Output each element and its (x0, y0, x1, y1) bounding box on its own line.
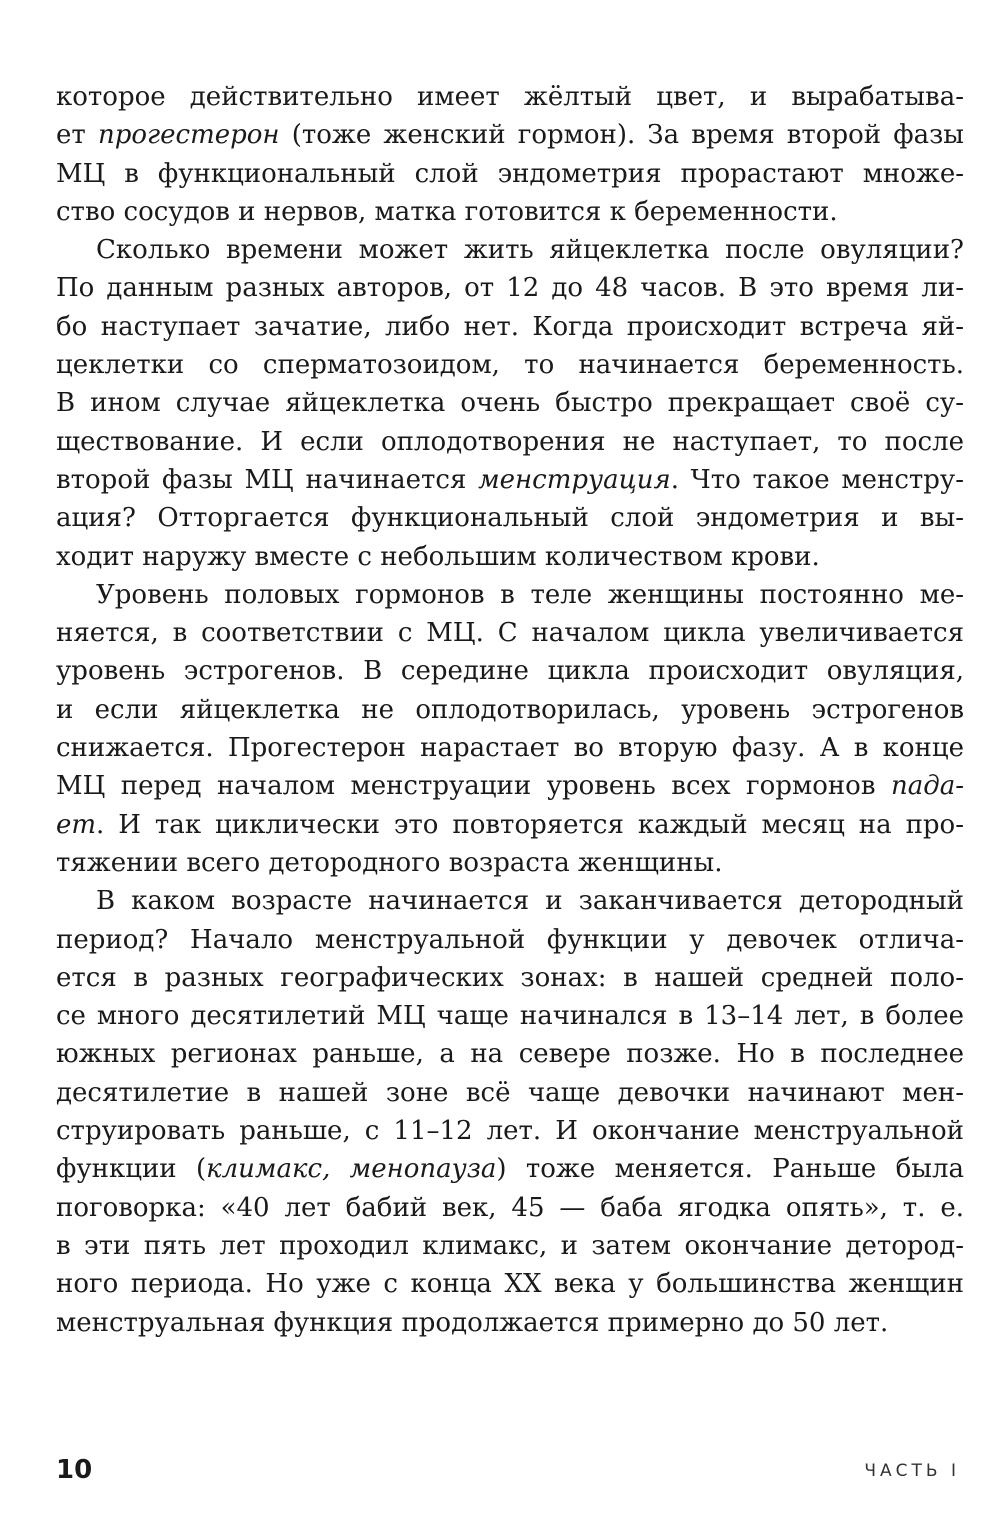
text-line (56, 614, 964, 652)
text-segment: . Что такое менстру- (670, 464, 964, 495)
text-segment: ется в разных географических зонах: в нашей средней поло- (56, 962, 964, 993)
text-line (56, 1112, 964, 1150)
text-segment: уровень эстрогенов. В середине цикла происходит овуляция, (56, 656, 964, 687)
text-segment: южных регионах раньше, а на севере позже. Но в последнее (56, 1039, 964, 1070)
text-segment: десятилетие в нашей зоне всё чаще девочки начинают мен- (56, 1077, 964, 1108)
text-segment: се много десятилетий МЦ чаще начинался в 13–14 лет, в более (56, 1001, 964, 1032)
text-segment: снижается. Прогестерон нарастает во вторую фазу. А в конце (56, 733, 964, 764)
text-line (56, 78, 964, 116)
text-line (56, 959, 964, 997)
text-line (56, 767, 964, 805)
text-segment: МЦ в функциональный слой эндометрия прорастают множе- (56, 158, 964, 189)
text-line (56, 882, 964, 920)
text-line (56, 844, 964, 882)
text-line (56, 423, 964, 461)
text-line (56, 576, 964, 614)
text-line (56, 1150, 964, 1188)
text-line (56, 499, 964, 537)
italic-term: пада- (890, 771, 964, 802)
text-segment: цеклетки со сперматозоидом, то начинается беременность. (56, 350, 964, 381)
text-line (56, 155, 964, 193)
text-line (56, 921, 964, 959)
text-line (56, 269, 964, 307)
text-segment: ) тоже меняется. Раньше была (496, 1154, 964, 1185)
text-line (56, 538, 964, 576)
text-segment: которое действительно имеет жёлтый цвет, и вырабатыва- (56, 82, 964, 112)
page-number: 10 (56, 1455, 93, 1485)
text-segment: няется, в соответствии с МЦ. С началом цикла увеличивается (56, 618, 964, 649)
running-head: ЧАСТЬ I (864, 1461, 960, 1481)
italic-term: ет (56, 809, 97, 840)
text-segment: в эти пять лет проходил климакс, и затем окончание детород- (56, 1230, 964, 1261)
text-segment: ного периода. Но уже с конца XX века у большинства женщин (56, 1269, 964, 1300)
text-line (56, 116, 964, 154)
text-line (56, 729, 964, 767)
text-line (56, 1189, 964, 1227)
text-segment: ходит наружу вместе с небольшим количеством крови. (56, 541, 820, 572)
text-segment: По данным разных авторов, от 12 до 48 часов. В это время ли- (56, 273, 964, 304)
text-segment: второй фазы МЦ начинается (56, 464, 479, 495)
text-segment: тяжении всего детородного возраста женщины. (56, 847, 723, 878)
text-line (56, 1265, 964, 1303)
text-line (56, 691, 964, 729)
text-line (56, 461, 964, 499)
text-segment: ация? Отторгается функциональный слой эндометрия и вы- (56, 503, 964, 534)
text-segment: Уровень половых гормонов в теле женщины постоянно ме- (96, 579, 964, 610)
text-segment: В каком возрасте начинается и заканчивается детородный (96, 886, 964, 917)
italic-term: климакс, менопауза (206, 1154, 497, 1185)
text-segment: В ином случае яйцеклетка очень быстро прекращает своё су- (56, 388, 964, 419)
text-segment: функции ( (56, 1154, 207, 1185)
text-line (56, 346, 964, 384)
text-line (56, 384, 964, 422)
text-segment: поговорка: «40 лет бабий век, 45 — баба ягодка опять», т. е. (56, 1192, 964, 1223)
text-line (56, 308, 964, 346)
text-segment: (тоже женский гормон). За время второй фазы (279, 120, 964, 151)
text-segment: период? Начало менструальной функции у девочек отлича- (56, 924, 964, 955)
text-line (56, 652, 964, 690)
text-segment: струировать раньше, с 11–12 лет. И окончание менструальной (56, 1116, 964, 1147)
text-segment: менструальная функция продолжается примерно до 50 лет. (56, 1307, 889, 1338)
text-segment: ство сосудов и нервов, матка готовится к беременности. (56, 196, 838, 227)
text-line (56, 997, 964, 1035)
text-line (56, 1035, 964, 1073)
text-segment: ществование. И если оплодотворения не наступает, то после (56, 426, 964, 457)
text-line (56, 1074, 964, 1112)
text-segment: бо наступает зачатие, либо нет. Когда происходит встреча яй- (56, 311, 964, 342)
text-segment: Сколько времени может жить яйцеклетка после овуляции? (96, 235, 964, 266)
body-text (56, 78, 964, 1342)
text-line (56, 806, 964, 844)
italic-term: менструация (478, 464, 671, 495)
page-footer (56, 1455, 960, 1495)
text-segment: и если яйцеклетка не оплодотворилась, уровень эстрогенов (56, 694, 964, 725)
text-line (56, 1304, 964, 1342)
italic-term: прогестерон (97, 120, 280, 151)
text-line (56, 231, 964, 269)
text-line (56, 193, 964, 231)
text-segment: ет (56, 120, 98, 151)
text-segment: . И так циклически это повторяется каждый месяц на про- (96, 809, 964, 840)
text-segment: МЦ перед началом менструации уровень всех гормонов (56, 771, 891, 802)
text-line (56, 1227, 964, 1265)
